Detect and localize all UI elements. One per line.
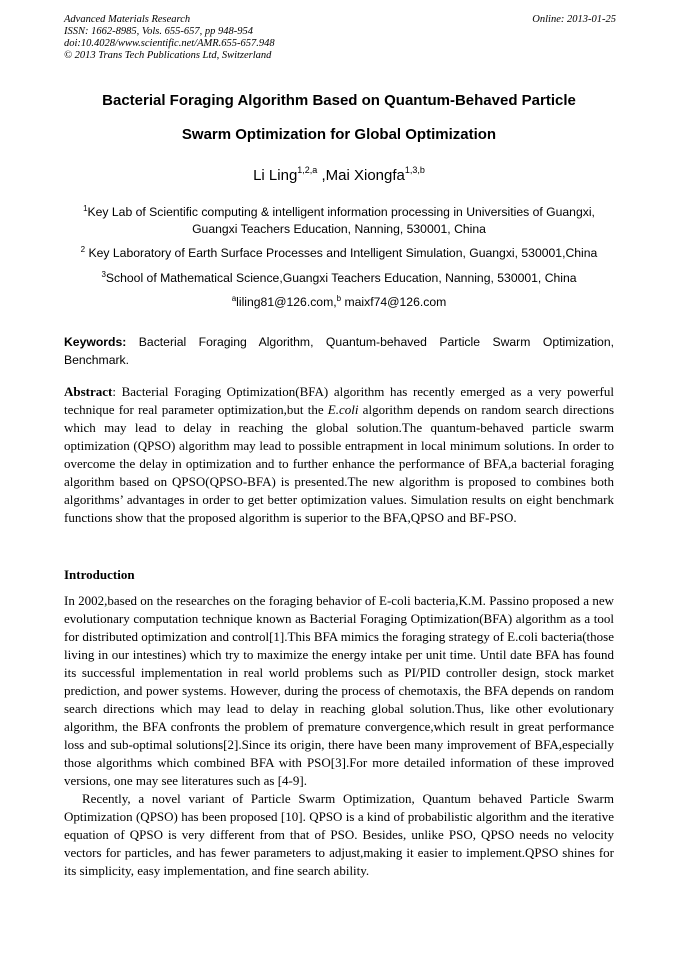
author-separator: , bbox=[317, 167, 326, 184]
affiliation-1-line-2: Guangxi Teachers Education, Nanning, 530001, China bbox=[192, 222, 486, 236]
author-2-name: Mai Xiongfa bbox=[325, 167, 405, 184]
keywords bbox=[64, 333, 614, 369]
affiliation-2-text: Key Laboratory of Earth Surface Processes and Intelligent Simulation, Guangxi, 530001,China bbox=[85, 246, 598, 260]
journal-header bbox=[64, 14, 616, 62]
introduction-heading: Introduction bbox=[64, 567, 135, 582]
email-a-mark: a bbox=[231, 294, 237, 303]
abstract-label: Abstract bbox=[64, 384, 113, 399]
email-b-mark: b bbox=[336, 294, 342, 303]
affiliation-3 bbox=[40, 271, 638, 285]
abstract-text-2: algorithm depends on random search directions which may lead to delay in reaching the global solution.The quantum-behaved particle swarm optimization (QPSO) algorithm may lead to possible entrapment in local minimum solutions. In order to overcome the delay in optimization and to further enhance the performance of BFA,a bacterial foraging algorithm based on QPSO(QPSO-BFA) is presented.The new algorithm is proposed to combines both algorithms’ advantages in order to get better optimization values. Simulation results on eight benchmark functions show that the proposed algorithm is superior to the BFA,QPSO and BF-PSO. bbox=[64, 402, 614, 525]
affiliation-3-text: School of Mathematical Science,Guangxi Teachers Education, Nanning, 530001, China bbox=[105, 271, 577, 285]
affiliation-1-line-1 bbox=[40, 205, 638, 219]
keywords-text: Bacterial Foraging Algorithm, Quantum-behaved Particle Swarm Optimization, Benchmark. bbox=[64, 335, 614, 367]
issn-line: ISSN: 1662-8985, Vols. 655-657, pp 948-954 bbox=[64, 26, 253, 37]
author-1-name: Li Ling bbox=[253, 167, 298, 184]
abstract-paragraph bbox=[64, 383, 614, 527]
author-2-affiliation-marks: 1,3,b bbox=[404, 165, 425, 175]
author-list bbox=[40, 167, 638, 184]
keywords-label: Keywords: bbox=[64, 335, 127, 349]
abstract-block bbox=[64, 383, 614, 527]
abstract-ecoli: E.coli bbox=[327, 402, 359, 417]
affiliation-2-mark: 2 bbox=[80, 245, 86, 254]
online-date: Online: 2013-01-25 bbox=[532, 14, 616, 25]
introduction-paragraph-2: Recently, a novel variant of Particle Swarm Optimization, Quantum behaved Particle Swarm Optimization (QPSO) has been proposed [10]. QPSO is a kind of probabilistic algorithm and the iterative equation of QPSO is very different from that of PSO. Besides, unlike PSO, QPSO needs no velocity vectors for particles, and has fewer parameters to adjust,making it easier to implement.QPSO shines for its simplicity, easy implementation, and fine search ability. bbox=[64, 791, 614, 878]
paper-title-line-2: Swarm Optimization for Global Optimization bbox=[181, 126, 497, 143]
copyright-line: © 2013 Trans Tech Publications Ltd, Switzerland bbox=[64, 50, 272, 61]
author-emails bbox=[40, 295, 638, 309]
email-b[interactable]: maixf74@126.com bbox=[341, 295, 447, 309]
doi-line: doi:10.4028/www.scientific.net/AMR.655-657.948 bbox=[64, 38, 275, 49]
affiliation-1-text: Key Lab of Scientific computing & intelligent information processing in Universities of Guangxi, bbox=[87, 205, 595, 219]
email-a[interactable]: liling81@126.com, bbox=[236, 295, 337, 309]
affiliation-1-mark: 1 bbox=[83, 204, 88, 213]
affiliation-2 bbox=[40, 246, 638, 260]
paper-title-line-1: Bacterial Foraging Algorithm Based on Quantum-Behaved Particle bbox=[102, 92, 576, 109]
author-1-affiliation-marks: 1,2,a bbox=[297, 165, 318, 175]
affiliation-3-mark: 3 bbox=[101, 270, 106, 279]
journal-name: Advanced Materials Research bbox=[64, 14, 191, 25]
abstract-text-1: : Bacterial Foraging Optimization(BFA) algorithm has recently emerged as a very powerful technique for real parameter optimization,but the bbox=[64, 384, 614, 417]
introduction-block bbox=[64, 592, 614, 880]
introduction-paragraph-1: In 2002,based on the researches on the foraging behavior of E-coli bacteria,K.M. Passino proposed a new evolutionary computation technique known as Bacterial Foraging Optimization(BFA) algorithm as a tool for distributed optimization and control[1].This BFA mimics the foraging strategy of E.coli bacteria(those living in our intestines) which try to maximize the energy intake per unit time. Until date BFA has found its successful implementation in real world problems such as PI/PID controller design, stock market prediction, and power systems. However, during the process of chemotaxis, the BFA depends on random search directions which may lead to delay in reaching global solution.Thus, like other evolutionary algorithm, the BFA confronts the problem of premature convergence,which result in great performance loss and sub-optimal solutions[2].Since its origin, there have been many improvement of BFA,especially those algorithms which combined BFA with PSO[3].For more detailed information of these improved versions, one may see literatures such as [4-9]. bbox=[64, 593, 614, 788]
